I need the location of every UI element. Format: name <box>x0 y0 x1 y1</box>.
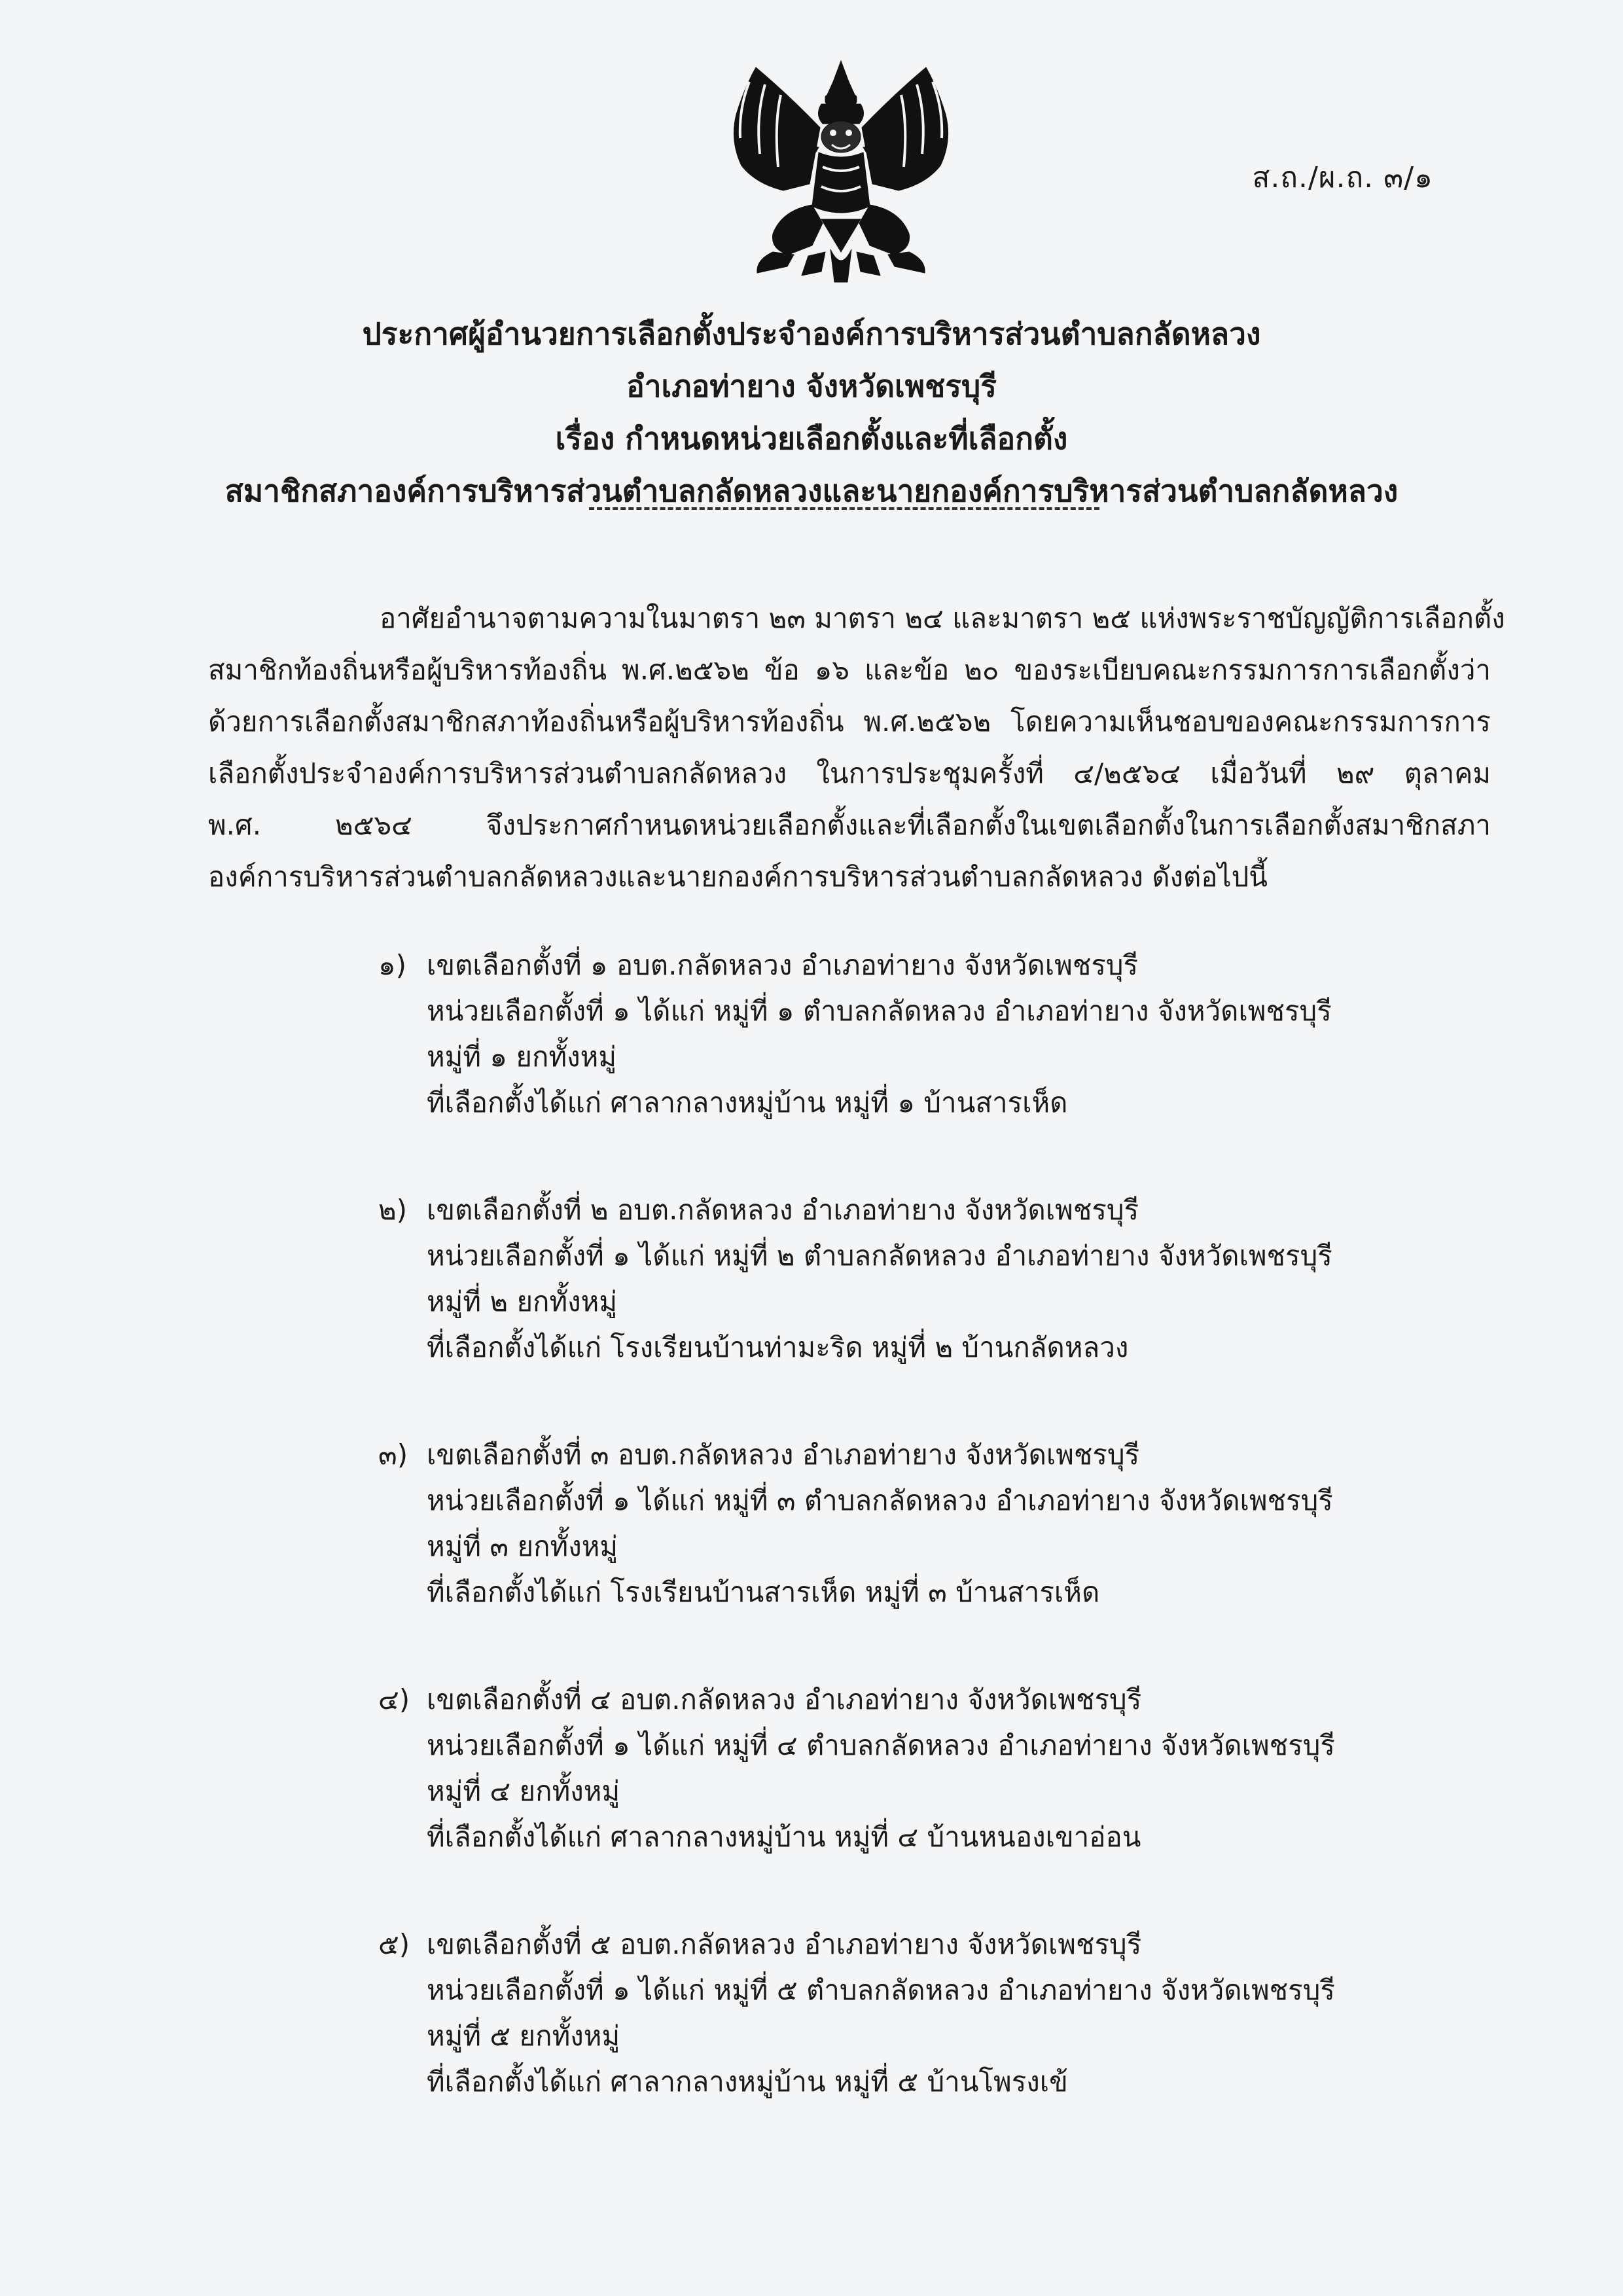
item-village: หมู่ที่ ๓ ยกทั้งหมู่ <box>427 1530 618 1562</box>
list-item <box>378 1432 1491 1615</box>
item-place: ที่เลือกตั้งได้แก่ โรงเรียนบ้านสารเห็ด หมู่ที่ ๓ บ้านสารเห็ด <box>427 1576 1100 1608</box>
item-village: หมู่ที่ ๕ ยกทั้งหมู่ <box>427 2020 620 2052</box>
heading-divider <box>589 507 1099 510</box>
list-item <box>378 942 1491 1126</box>
list-item <box>378 1187 1491 1371</box>
list-item <box>378 1677 1491 1860</box>
preamble-line: อาศัยอำนาจตามความในมาตรา ๒๓ มาตรา ๒๔ และมาตรา ๒๕ แห่งพระราชบัญญัติการเลือกตั้ง <box>380 602 1505 634</box>
item-village: หมู่ที่ ๑ ยกทั้งหมู่ <box>427 1041 617 1073</box>
announcement-heading <box>0 308 1623 517</box>
item-place: ที่เลือกตั้งได้แก่ โรงเรียนบ้านท่ามะริด หมู่ที่ ๒ บ้านกลัดหลวง <box>427 1331 1129 1363</box>
item-place: ที่เลือกตั้งได้แก่ ศาลากลางหมู่บ้าน หมู่ที่ ๑ บ้านสารเห็ด <box>427 1086 1068 1119</box>
item-district: เขตเลือกตั้งที่ ๒ อบต.กลัดหลวง อำเภอท่ายาง จังหวัดเพชรบุรี <box>427 1194 1139 1226</box>
heading-line-4: สมาชิกสภาองค์การบริหารส่วนตำบลกลัดหลวงและนายกองค์การบริหารส่วนตำบลกลัดหลวง <box>224 473 1399 509</box>
item-district: เขตเลือกตั้งที่ ๑ อบต.กลัดหลวง อำเภอท่ายาง จังหวัดเพชรบุรี <box>427 949 1139 981</box>
item-unit: หน่วยเลือกตั้งที่ ๑ ได้แก่ หมู่ที่ ๕ ตำบลกลัดหลวง อำเภอท่ายาง จังหวัดเพชรบุรี <box>427 1974 1335 2006</box>
item-number: ๕) <box>378 1928 410 1960</box>
item-place: ที่เลือกตั้งได้แก่ ศาลากลางหมู่บ้าน หมู่ที่ ๔ บ้านหนองเขาอ่อน <box>427 1821 1141 1853</box>
item-unit: หน่วยเลือกตั้งที่ ๑ ได้แก่ หมู่ที่ ๓ ตำบลกลัดหลวง อำเภอท่ายาง จังหวัดเพชรบุรี <box>427 1484 1333 1516</box>
item-place: ที่เลือกตั้งได้แก่ ศาลากลางหมู่บ้าน หมู่ที่ ๕ บ้านโพรงเข้ <box>427 2066 1068 2098</box>
preamble-paragraph <box>208 592 1505 903</box>
list-item <box>378 1922 1491 2105</box>
preamble-line: พ.ศ. ๒๕๖๔ จึงประกาศกำหนดหน่วยเลือกตั้งและที่เลือกตั้งในเขตเลือกตั้งในการเลือกตั้งสมาชิกสภา <box>208 809 1491 841</box>
preamble-line: องค์การบริหารส่วนตำบลกลัดหลวงและนายกองค์การบริหารส่วนตำบลกลัดหลวง ดังต่อไปนี้ <box>208 861 1268 893</box>
preamble-line: สมาชิกท้องถิ่นหรือผู้บริหารท้องถิ่น พ.ศ.๒๕๖๒ ข้อ ๑๖ และข้อ ๒๐ ของระเบียบคณะกรรมการการเลือกตั้งว่า <box>208 654 1491 686</box>
item-number: ๓) <box>378 1439 408 1471</box>
preamble-line: เลือกตั้งประจำองค์การบริหารส่วนตำบลกลัดหลวง ในการประชุมครั้งที่ ๔/๒๕๖๔ เมื่อวันที่ ๒๙ ตุลาคม <box>208 757 1491 789</box>
item-number: ๑) <box>378 949 407 981</box>
heading-subject: เรื่อง กำหนดหน่วยเลือกตั้งและที่เลือกตั้ง <box>555 421 1068 456</box>
document-number: ส.ถ./ผ.ถ. ๓/๑ <box>1252 161 1433 194</box>
item-number: ๒) <box>378 1194 408 1226</box>
item-village: หมู่ที่ ๔ ยกทั้งหมู่ <box>427 1775 620 1807</box>
garuda-emblem-icon <box>710 56 972 291</box>
heading-line-1: ประกาศผู้อำนวยการเลือกตั้งประจำองค์การบริหารส่วนตำบลกลัดหลวง <box>362 316 1261 351</box>
preamble-line: ด้วยการเลือกตั้งสมาชิกสภาท้องถิ่นหรือผู้บริหารท้องถิ่น พ.ศ.๒๕๖๒ โดยความเห็นชอบของคณะกรรมการการ <box>208 706 1491 738</box>
item-district: เขตเลือกตั้งที่ ๕ อบต.กลัดหลวง อำเภอท่ายาง จังหวัดเพชรบุรี <box>427 1928 1142 1960</box>
item-village: หมู่ที่ ๒ ยกทั้งหมู่ <box>427 1285 618 1318</box>
item-unit: หน่วยเลือกตั้งที่ ๑ ได้แก่ หมู่ที่ ๒ ตำบลกลัดหลวง อำเภอท่ายาง จังหวัดเพชรบุรี <box>427 1240 1332 1272</box>
item-number: ๔) <box>378 1683 410 1715</box>
item-unit: หน่วยเลือกตั้งที่ ๑ ได้แก่ หมู่ที่ ๑ ตำบลกลัดหลวง อำเภอท่ายาง จังหวัดเพชรบุรี <box>427 995 1332 1027</box>
polling-unit-list <box>378 942 1491 2166</box>
item-district: เขตเลือกตั้งที่ ๓ อบต.กลัดหลวง อำเภอท่ายาง จังหวัดเพชรบุรี <box>427 1439 1140 1471</box>
heading-line-2: อำเภอท่ายาง จังหวัดเพชรบุรี <box>626 368 997 404</box>
item-unit: หน่วยเลือกตั้งที่ ๑ ได้แก่ หมู่ที่ ๔ ตำบลกลัดหลวง อำเภอท่ายาง จังหวัดเพชรบุรี <box>427 1729 1335 1761</box>
item-district: เขตเลือกตั้งที่ ๔ อบต.กลัดหลวง อำเภอท่ายาง จังหวัดเพชรบุรี <box>427 1683 1142 1715</box>
